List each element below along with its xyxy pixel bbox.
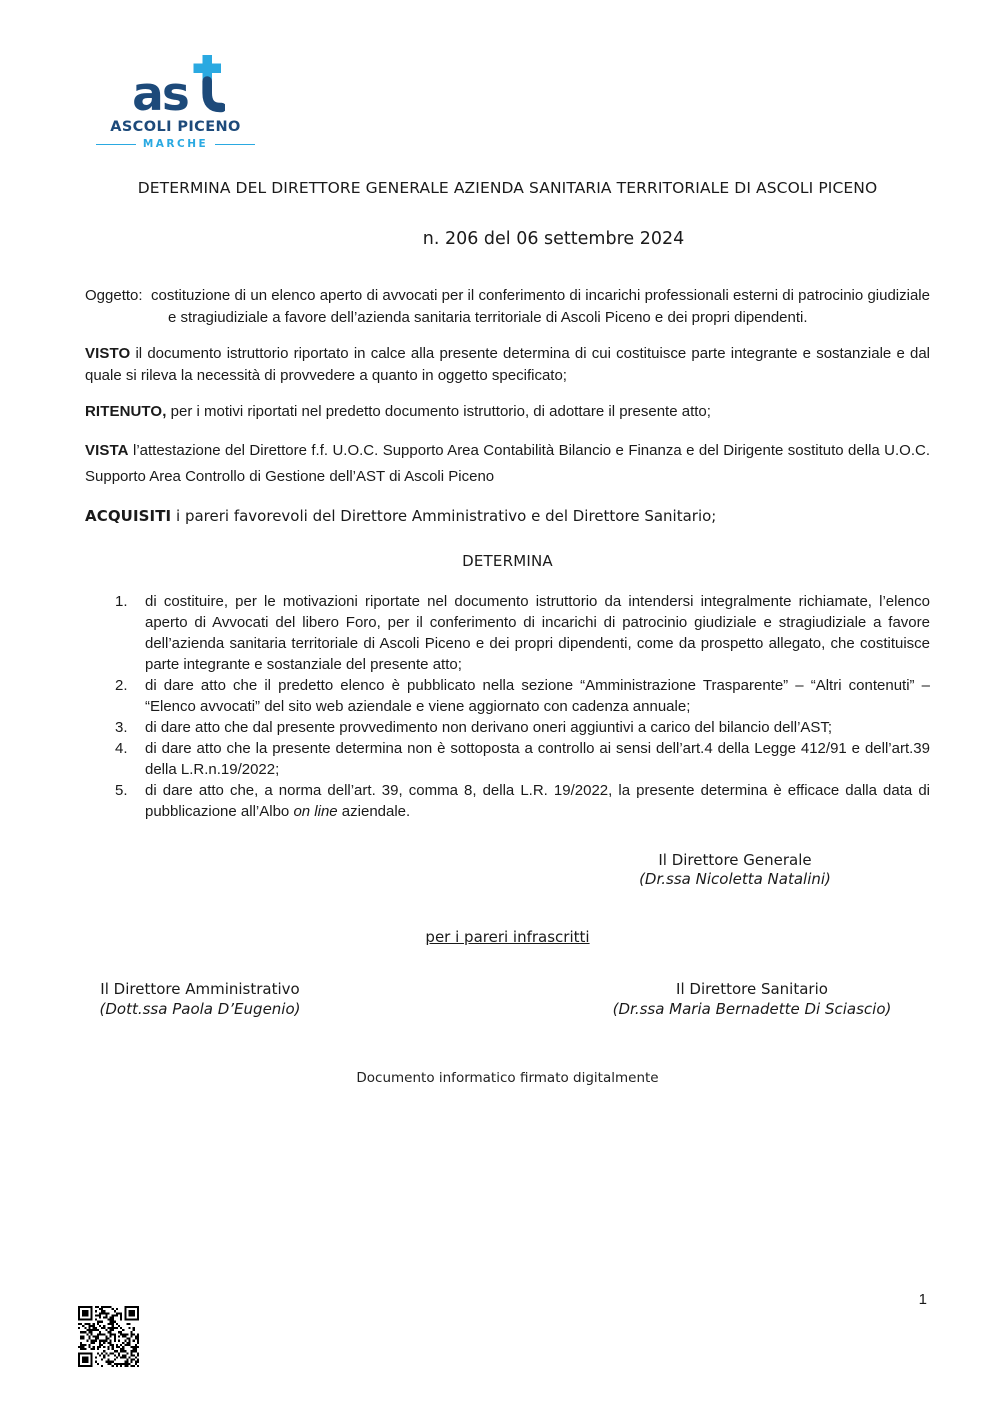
determina-item [115, 780, 930, 822]
recital-visto [85, 343, 930, 386]
subject-text: costituzione di un elenco aperto di avvocati per il conferimento di incarichi professionali esterni di patrocinio giudiziale e stragiudiziale a favore dell’azienda sanitaria territoriale di Ascoli Piceno e dei propri dipendenti. [151, 287, 930, 326]
determina-item-number: 3. [115, 718, 128, 736]
determina-item [115, 591, 930, 675]
signature-sanitary-name: (Dr.ssa Maria Bernadette Di Sciascio) [612, 999, 892, 1018]
determina-item-number: 1. [115, 592, 128, 610]
signature-sanitary-director [562, 979, 942, 1019]
recital-acquisiti-label: ACQUISITI [85, 506, 172, 525]
recital-visto-text: il documento istruttorio riportato in calce alla presente determina di cui costituisce parte integrante e sostanziale e dal quale si rileva la necessità di provvedere a quanto in oggetto specificato; [85, 345, 930, 384]
determina-item-text: di dare atto che dal presente provvedimento non derivano oneri aggiuntivi a carico del bilancio dell’AST; [145, 718, 833, 736]
signature-general-name: (Dr.ssa Nicoletta Natalini) [639, 869, 831, 888]
document-title: DETERMINA DEL DIRETTORE GENERALE AZIENDA SANITARIA TERRITORIALE DI ASCOLI PICENO [137, 179, 878, 197]
pareri-heading [85, 928, 930, 946]
signature-administrative-name: (Dott.ssa Paola D’Eugenio) [99, 999, 301, 1018]
recital-vista [85, 438, 930, 490]
pareri-heading-text: per i pareri infrascritti [425, 927, 590, 946]
logo-region-line [93, 138, 258, 150]
determina-item-number: 4. [115, 739, 128, 757]
signature-administrative-director [60, 979, 340, 1019]
signature-columns [85, 979, 930, 1019]
determina-list [85, 591, 930, 822]
signature-general-role: Il Direttore Generale [658, 850, 812, 869]
determina-item-text: di dare atto che, a norma dell’art. 39, comma 8, della L.R. 19/2022, la presente determina è efficace dalla data di pubblicazione all’Albo on line aziendale. [145, 781, 930, 820]
qr-code [78, 1306, 139, 1367]
logo-region-label: MARCHE [142, 138, 209, 150]
subject-paragraph [85, 285, 930, 328]
logo-dash-right [215, 144, 255, 145]
document-number: n. 206 del 06 settembre 2024 [422, 229, 685, 249]
recital-acquisiti-text: i pareri favorevoli del Direttore Amministrativo e del Direttore Sanitario; [176, 506, 717, 525]
logo-subtitle: ASCOLI PICENO [110, 119, 241, 135]
subject-label: Oggetto: [85, 287, 143, 304]
logo-wordmark-as: as [132, 67, 188, 122]
signature-sanitary-role: Il Direttore Sanitario [676, 979, 828, 998]
determina-item-text: di costituire, per le motivazioni riportate nel documento istruttorio da intendersi integralmente richiamate, l’elenco aperto di Avvocati del libero Foro, per il conferimento di incarichi di patrocinio giudiziale e stragiudiziale a favore dell’azienda sanitaria territoriale di Ascoli Piceno e dei propri dipendenti, come da prospetto allegato, che costituisce parte integrante e sostanziale del presente atto; [145, 592, 930, 673]
signature-administrative-role: Il Direttore Amministrativo [100, 979, 300, 998]
determina-item [115, 738, 930, 780]
determina-heading: DETERMINA [462, 551, 553, 570]
recital-ritenuto-text: per i motivi riportati nel predetto documento istruttorio, di adottare il presente atto; [170, 403, 711, 420]
recital-visto-label: VISTO [85, 345, 131, 362]
determina-item-number: 2. [115, 676, 128, 694]
recital-ritenuto-label: RITENUTO, [85, 403, 167, 420]
recital-vista-text: l’attestazione del Direttore f.f. U.O.C. Supporto Area Contabilità Bilancio e Finanza e del Dirigente sostituto della U.O.C. Supporto Area Controllo di Gestione dell’AST di Ascoli Piceno [85, 441, 931, 485]
logo-dash-left [96, 144, 136, 145]
signature-general-director [570, 851, 900, 889]
determina-item [115, 717, 930, 738]
recital-acquisiti [85, 505, 930, 527]
logo-wordmark [93, 55, 258, 122]
recital-vista-label: VISTA [85, 441, 129, 459]
determina-item-text: di dare atto che la presente determina non è sottoposta a controllo ai sensi dell’art.4 della Legge 412/91 e dell’art.39 della L.R.n.19/2022; [145, 739, 930, 778]
ast-logo [93, 55, 258, 150]
digital-signature-note: Documento informatico firmato digitalmente [356, 1069, 659, 1086]
page-number: 1 [918, 1291, 927, 1308]
determina-item-text: di dare atto che il predetto elenco è pubblicato nella sezione “Amministrazione Trasparente” – “Altri contenuti” – “Elenco avvocati” del sito web aziendale e viene aggiornato con cadenza annuale; [145, 676, 930, 715]
logo-t-cross-icon [189, 55, 225, 113]
recital-ritenuto [85, 401, 930, 423]
determina-item-number: 5. [115, 781, 128, 799]
determina-item [115, 675, 930, 717]
